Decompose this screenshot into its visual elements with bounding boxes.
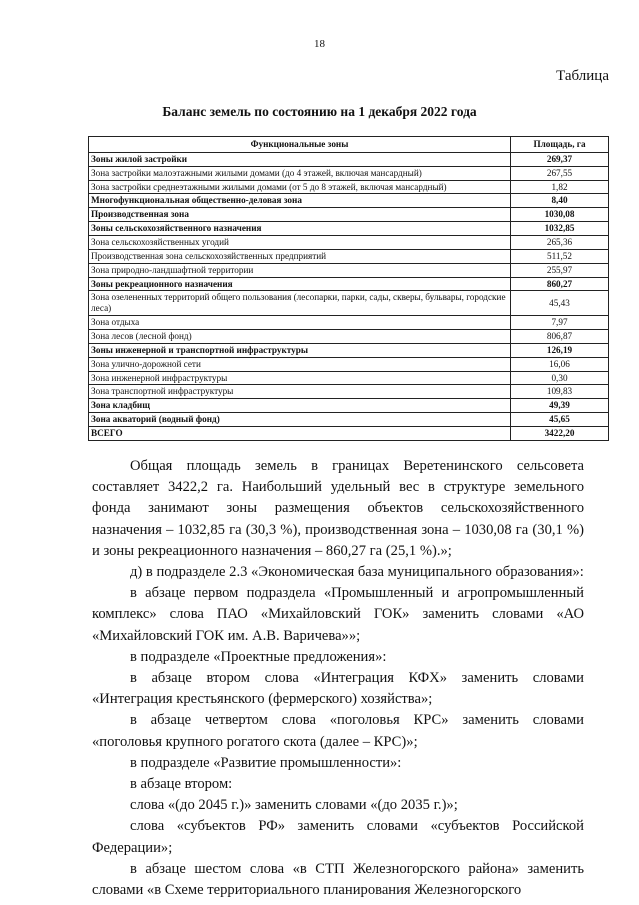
area-cell: 265,36	[511, 236, 609, 250]
area-cell: 860,27	[511, 277, 609, 291]
zone-name-cell: Зона застройки среднеэтажными жилыми домами (от 5 до 8 этажей, включая мансардный)	[89, 180, 511, 194]
paragraph: в абзаце первом подраздела «Промышленный и агропромышленный комплекс» слова ПАО «Михайловский ГОК» заменить словами «АО «Михайловский ГОК им. А.В. Варичева»»;	[92, 585, 584, 644]
area-cell: 109,83	[511, 385, 609, 399]
table-label: Таблица	[556, 68, 609, 84]
table-row	[89, 180, 609, 194]
area-cell: 0,30	[511, 371, 609, 385]
zone-name-cell: Многофункциональная общественно-деловая зона	[89, 194, 511, 208]
table-row	[89, 343, 609, 357]
area-cell: 45,65	[511, 413, 609, 427]
land-balance-table	[88, 136, 609, 441]
zone-name-cell: Зона инженерной инфраструктуры	[89, 371, 511, 385]
paragraph: в абзаце шестом слова «в СТП Железногорского района» заменить словами «в Схеме территориального планирования Железногорского	[92, 860, 584, 899]
zone-name-cell: Зона отдыха	[89, 316, 511, 330]
table-row	[89, 371, 609, 385]
table-body	[89, 152, 609, 440]
table-row	[89, 316, 609, 330]
zone-name-cell: Зоны инженерной и транспортной инфраструктуры	[89, 343, 511, 357]
area-cell: 126,19	[511, 343, 609, 357]
table-row	[89, 152, 609, 166]
table-row	[89, 357, 609, 371]
paragraph: в подразделе «Проектные предложения»:	[130, 648, 387, 665]
zone-name-cell: Зона природно-ландшафтной территории	[89, 263, 511, 277]
zone-name-cell: ВСЕГО	[89, 427, 511, 441]
table-row	[89, 263, 609, 277]
zone-name-cell: Зоны рекреационного назначения	[89, 277, 511, 291]
table-row	[89, 291, 609, 316]
area-cell: 1,82	[511, 180, 609, 194]
zone-name-cell: Производственная зона сельскохозяйственных предприятий	[89, 249, 511, 263]
body-text	[92, 456, 584, 901]
zone-name-cell: Зона лесов (лесной фонд)	[89, 330, 511, 344]
table-row	[89, 385, 609, 399]
paragraph: слова «(до 2045 г.)» заменить словами «(до 2035 г.)»;	[130, 797, 458, 814]
table-row	[89, 330, 609, 344]
table-row	[89, 166, 609, 180]
table-row	[89, 208, 609, 222]
area-cell: 7,97	[511, 316, 609, 330]
paragraph: в подразделе «Развитие промышленности»:	[130, 754, 402, 771]
paragraph: в абзаце четвертом слова «поголовья КРС» заменить словами «поголовья крупного рогатого скота (далее – КРС)»;	[92, 712, 584, 750]
table-row	[89, 399, 609, 413]
area-cell: 267,55	[511, 166, 609, 180]
table-row	[89, 413, 609, 427]
table-row	[89, 277, 609, 291]
zone-name-cell: Зона застройки малоэтажными жилыми домами (до 4 этажей, включая мансардный)	[89, 166, 511, 180]
zone-name-cell: Зоны сельскохозяйственного назначения	[89, 222, 511, 236]
table-title: Баланс земель по состоянию на 1 декабря 2022 года	[162, 104, 477, 119]
zone-name-cell: Зона озелененных территорий общего пользования (лесопарки, парки, сады, скверы, бульвары, городские леса)	[89, 291, 511, 316]
header-zones: Функциональные зоны	[89, 137, 511, 153]
zone-name-cell: Зона транспортной инфраструктуры	[89, 385, 511, 399]
paragraph: слова «субъектов РФ» заменить словами «субъектов Российской Федерации»;	[92, 818, 584, 856]
area-cell: 255,97	[511, 263, 609, 277]
area-cell: 49,39	[511, 399, 609, 413]
area-cell: 1030,08	[511, 208, 609, 222]
area-cell: 45,43	[511, 291, 609, 316]
paragraph: в абзаце втором слова «Интеграция КФХ» заменить словами «Интеграция крестьянского (фермерского) хозяйства»;	[92, 670, 584, 708]
zone-name-cell: Зона улично-дорожной сети	[89, 357, 511, 371]
header-area: Площадь, га	[511, 137, 609, 153]
table-row	[89, 194, 609, 208]
area-cell: 511,52	[511, 249, 609, 263]
paragraph: д) в подразделе 2.3 «Экономическая база муниципального образования»:	[130, 564, 584, 581]
zone-name-cell: Производственная зона	[89, 208, 511, 222]
table-row	[89, 249, 609, 263]
table-header-row	[89, 137, 609, 153]
zone-name-cell: Зона сельскохозяйственных угодий	[89, 236, 511, 250]
area-cell: 269,37	[511, 152, 609, 166]
area-cell: 8,40	[511, 194, 609, 208]
zone-name-cell: Зона акваторий (водный фонд)	[89, 413, 511, 427]
area-cell: 16,06	[511, 357, 609, 371]
table-row	[89, 222, 609, 236]
area-cell: 3422,20	[511, 427, 609, 441]
zone-name-cell: Зона кладбищ	[89, 399, 511, 413]
table-row	[89, 236, 609, 250]
zone-name-cell: Зоны жилой застройки	[89, 152, 511, 166]
table-row	[89, 427, 609, 441]
paragraph: Общая площадь земель в границах Веретенинского сельсовета составляет 3422,2 га. Наибольший удельный вес в структуре земельного фонда занимают зоны размещения объектов сельскохозяйственного назначения – 1032,85 га (30,3 %), производственная зона – 1030,08 га (30,1 %) и зоны рекреационного назначения – 860,27 га (25,1 %).»;	[92, 458, 584, 559]
area-cell: 806,87	[511, 330, 609, 344]
paragraph: в абзаце втором:	[130, 776, 233, 793]
page-number: 18	[314, 38, 325, 50]
area-cell: 1032,85	[511, 222, 609, 236]
